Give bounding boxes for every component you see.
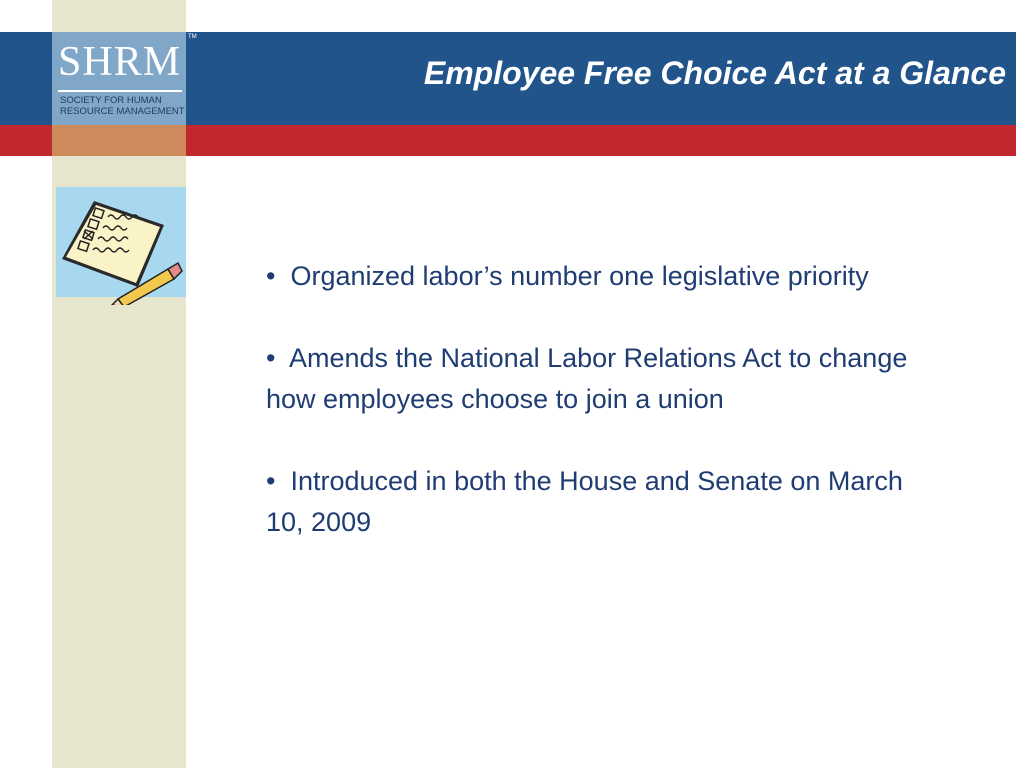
slide-title: Employee Free Choice Act at a Glance <box>423 55 1006 91</box>
bullet-marker: • <box>266 261 276 291</box>
logo-tagline <box>60 95 186 117</box>
checklist-illustration <box>56 187 186 305</box>
bullet-marker: • <box>266 466 276 496</box>
bullet-list <box>266 256 946 543</box>
logo-tagline-line1: SOCIETY FOR HUMAN <box>60 95 162 106</box>
trademark-mark: TM <box>188 34 197 40</box>
side-accent-band <box>52 125 186 156</box>
logo-letters: SHRM <box>58 39 182 85</box>
logo-rule <box>58 90 182 92</box>
shrm-logo <box>52 32 186 125</box>
checklist-with-pencil-icon <box>56 187 186 305</box>
bullet-item <box>266 461 946 543</box>
bullet-text: Introduced in both the House and Senate on March 10, 2009 <box>266 466 903 537</box>
bullet-marker: • <box>266 343 276 373</box>
logo-inner <box>58 38 185 121</box>
bullet-item <box>266 338 946 420</box>
logo-tagline-line2: RESOURCE MANAGEMENT <box>60 106 185 117</box>
bullet-item <box>266 256 946 297</box>
bullet-text: Amends the National Labor Relations Act to change how employees choose to join a union <box>266 343 908 414</box>
bullet-text: Organized labor’s number one legislative priority <box>290 261 869 291</box>
